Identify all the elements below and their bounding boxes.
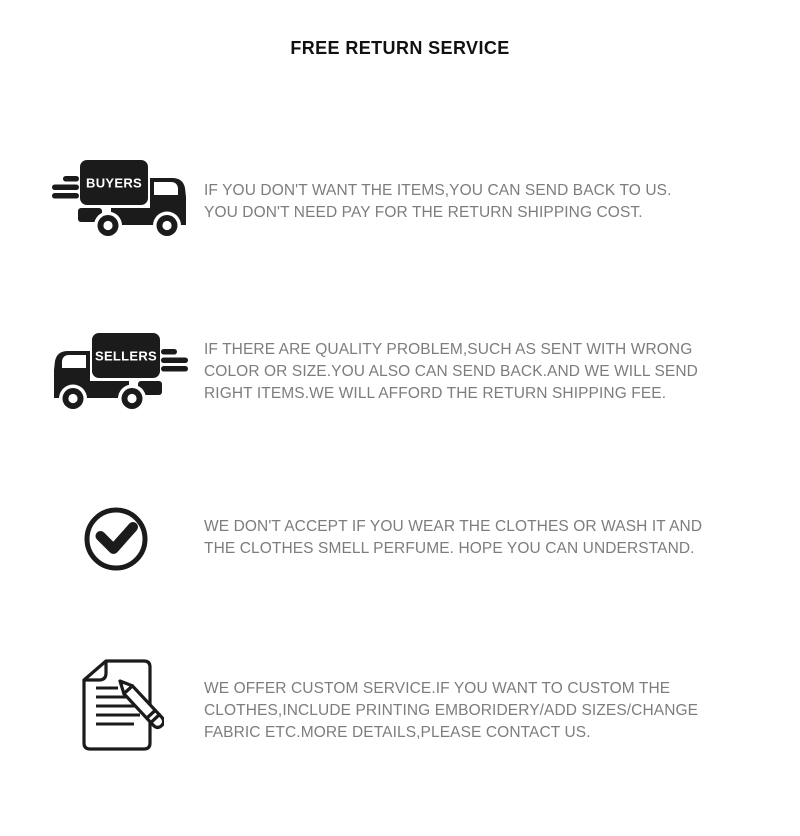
page-title: FREE RETURN SERVICE (290, 38, 510, 58)
section-text-line: RIGHT ITEMS.WE WILL AFFORD THE RETURN SHIPPING FEE. (204, 385, 667, 402)
section-text-line: FABRIC ETC.MORE DETAILS,PLEASE CONTACT US. (204, 724, 591, 741)
section-text-line: COLOR OR SIZE.YOU ALSO CAN SEND BACK.AND WE WILL SEND (204, 363, 698, 380)
section-wear-policy-text (204, 516, 779, 560)
document-pencil-icon (80, 657, 164, 757)
buyers-truck-label: BUYERS (86, 175, 142, 191)
section-custom-service-text (204, 678, 779, 744)
sellers-truck-icon (45, 328, 195, 423)
section-text-line: IF THERE ARE QUALITY PROBLEM,SUCH AS SENT WITH WRONG (204, 341, 693, 358)
section-text-line: WE DON'T ACCEPT IF YOU WEAR THE CLOTHES OR WASH IT AND (204, 518, 703, 535)
section-buyers-return-text (204, 180, 779, 224)
section-text-line: THE CLOTHES SMELL PERFUME. HOPE YOU CAN UNDERSTAND. (204, 540, 695, 557)
section-text-line: YOU DON'T NEED PAY FOR THE RETURN SHIPPING COST. (204, 204, 643, 221)
check-circle-icon (83, 506, 149, 572)
section-text-line: WE OFFER CUSTOM SERVICE.IF YOU WANT TO CUSTOM THE (204, 680, 671, 697)
buyers-truck-icon (45, 155, 195, 250)
sellers-truck-label: SELLERS (94, 348, 158, 364)
section-sellers-return-text (204, 339, 779, 405)
section-text-line: CLOTHES,INCLUDE PRINTING EMBORIDERY/ADD SIZES/CHANGE (204, 702, 699, 719)
section-text-line: IF YOU DON'T WANT THE ITEMS,YOU CAN SEND BACK TO US. (204, 182, 672, 199)
